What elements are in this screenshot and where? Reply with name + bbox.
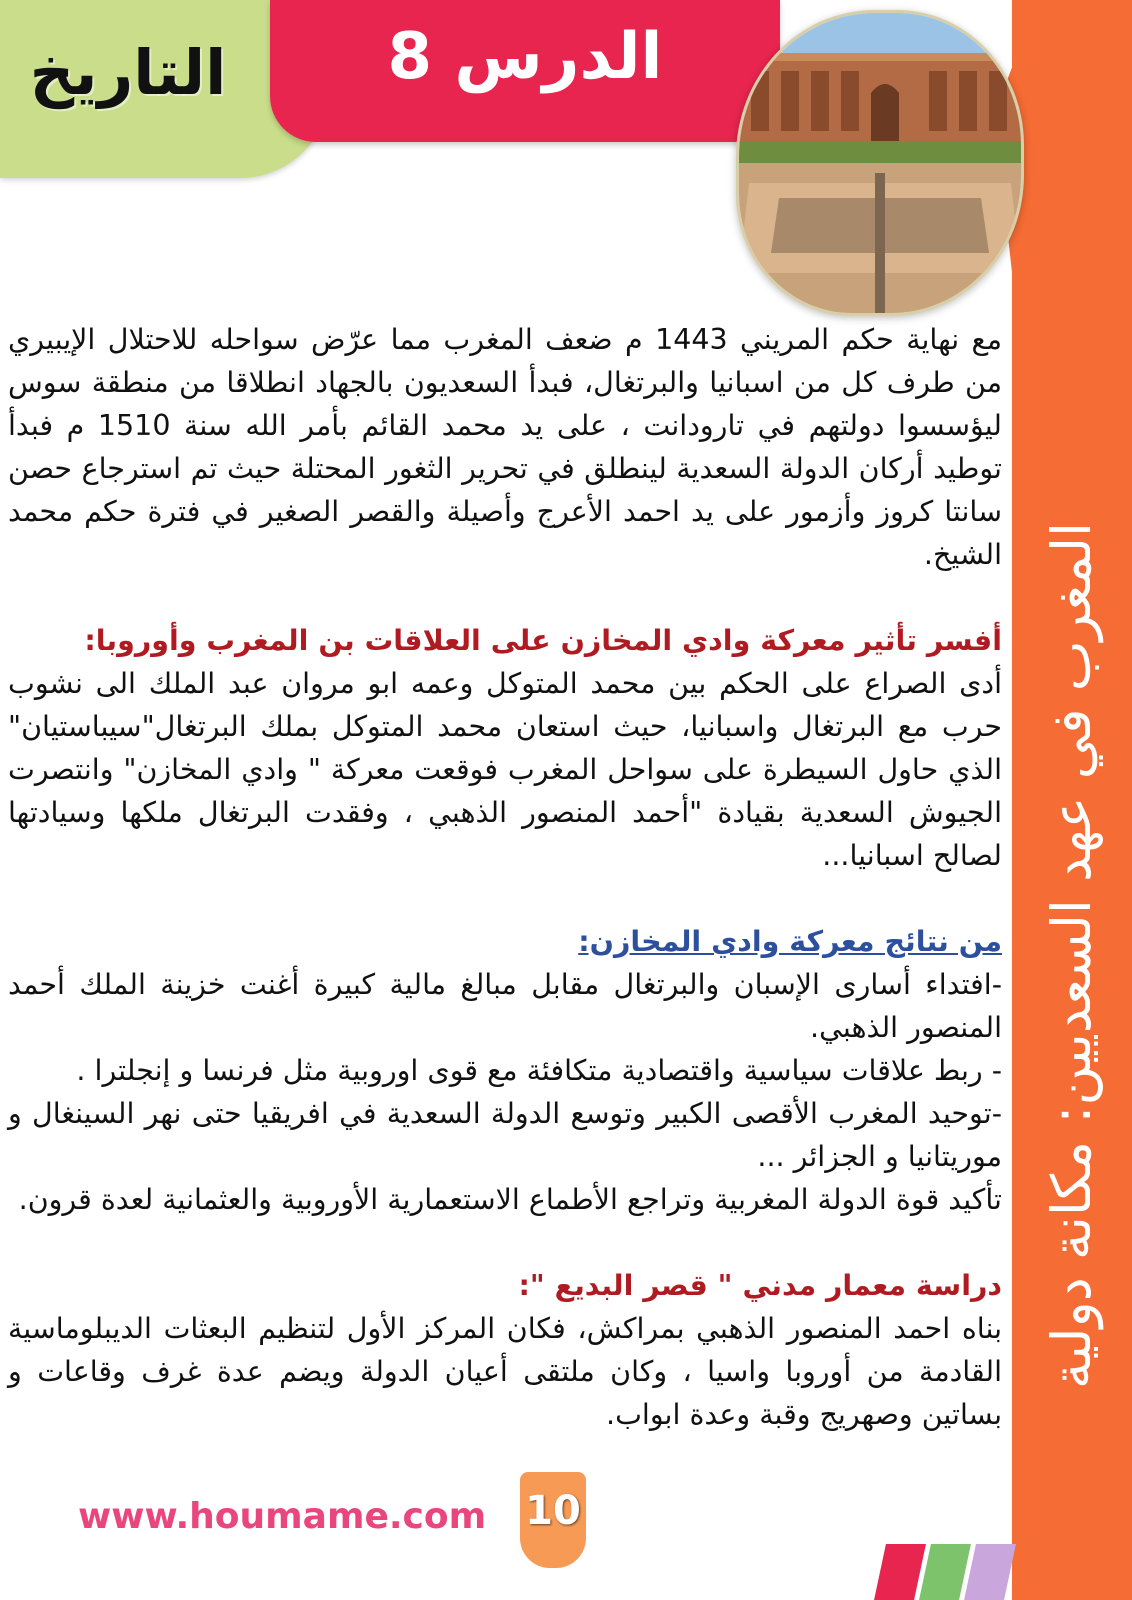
subject-title: التاريخ: [29, 36, 227, 109]
lesson-banner: [270, 0, 780, 142]
palace-photo: [736, 10, 1024, 316]
result-item: تأكيد قوة الدولة المغربية وتراجع الأطماع الاستعمارية الأوروبية والعثمانية لعدة قرون.: [18, 1183, 1002, 1216]
battle-paragraph: أدى الصراع على الحكم بين محمد المتوكل وعمه ابو مروان عبد الملك الى نشوب حرب مع البرتغال واسبانيا، حيث استعان محمد المتوكل بملك البرتغال"سيباستيان" الذي حاول السيطرة على سواحل المغرب فوقعت معركة " وادي المخازن" وانتصرت الجيوش السعدية بقيادة "أحمد المنصور الذهبي ، وفقدت البرتغال ملكها وسيادتها لصالح اسبانيا...: [8, 667, 1002, 872]
battle-heading: أفسر تأثير معركة وادي المخازن على العلاقات بن المغرب وأوروبا:: [84, 624, 1002, 657]
lesson-title: الدرس 8: [387, 20, 663, 94]
intro-paragraph: مع نهاية حكم المريني 1443 م ضعف المغرب مما عرّض سواحله للاحتلال الإيبيري من طرف كل من اسبانيا والبرتغال، فبدأ السعديون بالجهاد انطلاقا من منطقة سوس ليؤسسوا دولتهم في تارودانت ، على يد محمد القائم بأمر الله سنة 1510 م فبدأ توطيد أركان الدولة السعدية لينطلق في تحرير الثغور المحتلة حيث تم استرجاع حصن سانتا كروز وأزمور على يد احمد الأعرج وأصيلة والقصر الصغير في فترة حكم محمد الشيخ.: [8, 323, 1002, 571]
lesson-content: [8, 318, 1002, 1436]
deco-strip-purple: [964, 1544, 1016, 1600]
website-link[interactable]: www.houmame.com: [78, 1496, 487, 1537]
result-item: -توحيد المغرب الأقصى الكبير وتوسع الدولة السعدية في افريقيا حتى نهر السينغال و موريتانيا و الجزائر ...: [8, 1097, 1002, 1173]
side-title: المغرب في عهد السعديين: مكانة دولية: [1040, 521, 1104, 1389]
side-title-container: [1012, 315, 1132, 1595]
palace-paragraph: بناه احمد المنصور الذهبي بمراكش، فكان المركز الأول لتنظيم البعثات الديبلوماسية القادمة من أوروبا واسيا ، وكان ملتقى أعيان الدولة ويضم عدة غرف وقاعات و بساتين وصهريج وقبة وعدة ابواب.: [8, 1312, 1002, 1431]
deco-strip-green: [919, 1544, 971, 1600]
palace-heading: دراسة معمار مدني " قصر البديع ":: [518, 1269, 1002, 1302]
page-number-badge: [520, 1472, 586, 1568]
result-item: -افتداء أسارى الإسبان والبرتغال مقابل مبالغ مالية كبيرة أغنت خزينة الملك أحمد المنصور الذهبي.: [8, 968, 1002, 1044]
results-heading: من نتائج معركة وادي المخازن:: [578, 925, 1002, 958]
result-item: - ربط علاقات سياسية واقتصادية متكافئة مع قوى اوروبية مثل فرنسا و إنجلترا .: [76, 1054, 1002, 1087]
page-number: 10: [525, 1488, 581, 1534]
deco-strip-red: [874, 1544, 926, 1600]
palace-photo-icon: [739, 13, 1021, 313]
